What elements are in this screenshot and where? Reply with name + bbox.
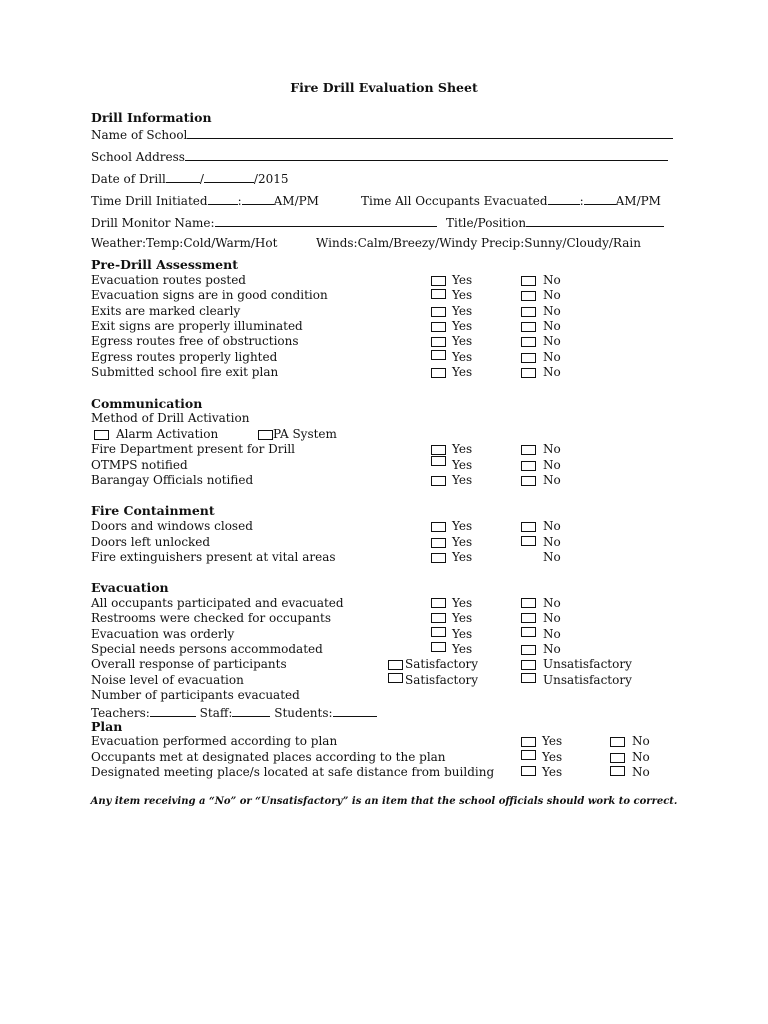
date-day-field[interactable] bbox=[204, 170, 254, 183]
no-checkbox[interactable] bbox=[521, 307, 536, 317]
yes-label: Yes bbox=[452, 334, 473, 348]
yes-checkbox[interactable] bbox=[521, 766, 536, 776]
staff-field[interactable] bbox=[232, 704, 270, 717]
satisfactory-label: Satisfactory bbox=[405, 657, 479, 671]
school-address-row bbox=[91, 148, 668, 165]
noise-level-label: Noise level of evacuation bbox=[91, 673, 244, 687]
section-heading-evacuation: Evacuation bbox=[91, 580, 169, 595]
time-initiated-label: Time Drill Initiated bbox=[91, 194, 208, 208]
no-checkbox[interactable] bbox=[521, 645, 536, 655]
participants-count-row bbox=[91, 704, 377, 721]
drill-monitor-row bbox=[91, 214, 437, 231]
yes-label: Yes bbox=[452, 304, 473, 318]
time-evacuated-label: Time All Occupants Evacuated bbox=[361, 194, 548, 208]
title-position-field[interactable] bbox=[526, 214, 664, 227]
list-item: Exit signs are properly illuminated bbox=[91, 319, 303, 333]
no-checkbox[interactable] bbox=[610, 766, 625, 776]
yes-checkbox[interactable] bbox=[431, 613, 446, 623]
yes-checkbox[interactable] bbox=[431, 476, 446, 486]
method-of-activation-label: Method of Drill Activation bbox=[91, 411, 250, 425]
school-address-field[interactable] bbox=[185, 148, 668, 161]
yes-checkbox[interactable] bbox=[431, 289, 446, 299]
list-item: Doors and windows closed bbox=[91, 519, 253, 533]
weather-label: Weather:Temp:Cold/Warm/Hot bbox=[91, 236, 278, 250]
no-label: No bbox=[543, 519, 561, 533]
yes-checkbox[interactable] bbox=[431, 456, 446, 466]
yes-label: Yes bbox=[452, 519, 473, 533]
list-item: Egress routes properly lighted bbox=[91, 350, 278, 364]
section-heading-communication: Communication bbox=[91, 396, 203, 411]
no-label: No bbox=[543, 458, 561, 472]
yes-label: Yes bbox=[542, 750, 563, 764]
no-label: No bbox=[543, 596, 561, 610]
yes-checkbox[interactable] bbox=[521, 750, 536, 760]
list-item: Fire extinguishers present at vital areas bbox=[91, 550, 336, 564]
section-heading-drill-information: Drill Information bbox=[91, 110, 212, 125]
no-label: No bbox=[543, 365, 561, 379]
yes-checkbox[interactable] bbox=[431, 522, 446, 532]
time-initiated-row bbox=[91, 192, 319, 209]
no-checkbox[interactable] bbox=[610, 753, 625, 763]
date-month-field[interactable] bbox=[166, 170, 200, 183]
unsatisfactory-label: Unsatisfactory bbox=[543, 673, 632, 687]
yes-label: Yes bbox=[452, 319, 473, 333]
date-year: 2015 bbox=[257, 172, 289, 186]
list-item: Restrooms were checked for occupants bbox=[91, 611, 331, 625]
yes-checkbox[interactable] bbox=[431, 337, 446, 347]
teachers-field[interactable] bbox=[150, 704, 196, 717]
no-checkbox[interactable] bbox=[521, 613, 536, 623]
satisfactory-label: Satisfactory bbox=[405, 673, 479, 687]
students-field[interactable] bbox=[333, 704, 377, 717]
pa-system-checkbox[interactable] bbox=[258, 430, 273, 440]
no-checkbox[interactable] bbox=[521, 353, 536, 363]
no-checkbox[interactable] bbox=[521, 445, 536, 455]
list-item: Evacuation routes posted bbox=[91, 273, 246, 287]
winds-precip-label: Winds:Calm/Breezy/Windy Precip:Sunny/Cloudy/Rain bbox=[316, 236, 641, 250]
yes-label: Yes bbox=[452, 642, 473, 656]
no-label: No bbox=[543, 334, 561, 348]
date-of-drill-row bbox=[91, 170, 289, 187]
title-position-row bbox=[446, 214, 664, 231]
section-heading-pre-drill: Pre-Drill Assessment bbox=[91, 257, 238, 272]
no-label: No bbox=[543, 611, 561, 625]
alarm-activation-checkbox[interactable] bbox=[94, 430, 109, 440]
list-item: Exits are marked clearly bbox=[91, 304, 241, 318]
list-item: Barangay Officials notified bbox=[91, 473, 254, 487]
school-address-label: School Address bbox=[91, 150, 185, 164]
name-of-school-field[interactable] bbox=[187, 126, 673, 139]
yes-label: Yes bbox=[452, 627, 473, 641]
yes-label: Yes bbox=[452, 596, 473, 610]
no-label: No bbox=[543, 319, 561, 333]
time-initiated-minute-field[interactable] bbox=[242, 192, 274, 205]
yes-checkbox[interactable] bbox=[431, 276, 446, 286]
satisfactory-checkbox[interactable] bbox=[388, 660, 403, 670]
unsatisfactory-checkbox[interactable] bbox=[521, 673, 536, 683]
list-item: Designated meeting place/s located at safe distance from building bbox=[91, 765, 495, 779]
section-heading-fire-containment: Fire Containment bbox=[91, 503, 215, 518]
yes-label: Yes bbox=[542, 765, 563, 779]
yes-checkbox[interactable] bbox=[431, 350, 446, 360]
unsatisfactory-label: Unsatisfactory bbox=[543, 657, 632, 671]
time-colon: : bbox=[579, 194, 584, 208]
section-heading-plan: Plan bbox=[91, 719, 123, 734]
yes-label: Yes bbox=[452, 365, 473, 379]
yes-label: Yes bbox=[452, 273, 473, 287]
staff-label: Staff: bbox=[199, 706, 233, 720]
page-title: Fire Drill Evaluation Sheet bbox=[290, 80, 478, 95]
number-participants-label: Number of participants evacuated bbox=[91, 688, 300, 702]
no-label: No bbox=[543, 473, 561, 487]
list-item: Submitted school fire exit plan bbox=[91, 365, 279, 379]
no-checkbox[interactable] bbox=[521, 627, 536, 637]
no-label: No bbox=[543, 442, 561, 456]
time-initiated-ampm: AM/PM bbox=[273, 194, 319, 208]
date-separator: / bbox=[253, 172, 258, 186]
yes-checkbox[interactable] bbox=[431, 445, 446, 455]
no-checkbox[interactable] bbox=[521, 476, 536, 486]
yes-label: Yes bbox=[452, 350, 473, 364]
yes-checkbox[interactable] bbox=[431, 627, 446, 637]
no-label: No bbox=[632, 734, 650, 748]
list-item: Egress routes free of obstructions bbox=[91, 334, 299, 348]
no-label: No bbox=[543, 350, 561, 364]
list-item: Evacuation was orderly bbox=[91, 627, 235, 641]
yes-label: Yes bbox=[452, 550, 473, 564]
alarm-activation-label: Alarm Activation bbox=[116, 427, 219, 441]
no-label: No bbox=[543, 273, 561, 287]
drill-monitor-label: Drill Monitor Name: bbox=[91, 216, 215, 230]
no-checkbox[interactable] bbox=[521, 291, 536, 301]
no-checkbox[interactable] bbox=[521, 276, 536, 286]
no-label: No bbox=[632, 765, 650, 779]
no-label: No bbox=[543, 550, 561, 564]
title-position-label: Title/Position bbox=[446, 216, 527, 230]
list-item: Special needs persons accommodated bbox=[91, 642, 323, 656]
no-checkbox[interactable] bbox=[521, 368, 536, 378]
yes-checkbox[interactable] bbox=[431, 642, 446, 652]
overall-response-label: Overall response of participants bbox=[91, 657, 287, 671]
yes-label: Yes bbox=[452, 535, 473, 549]
date-of-drill-label: Date of Drill bbox=[91, 172, 166, 186]
no-checkbox[interactable] bbox=[521, 598, 536, 608]
yes-label: Yes bbox=[452, 442, 473, 456]
unsatisfactory-checkbox[interactable] bbox=[521, 660, 536, 670]
yes-label: Yes bbox=[542, 734, 563, 748]
date-separator: / bbox=[199, 172, 204, 186]
list-item: All occupants participated and evacuated bbox=[91, 596, 344, 610]
yes-checkbox[interactable] bbox=[431, 553, 446, 563]
pa-system-label: PA System bbox=[273, 427, 337, 441]
teachers-label: Teachers: bbox=[91, 706, 150, 720]
no-label: No bbox=[543, 304, 561, 318]
list-item: OTMPS notified bbox=[91, 458, 188, 472]
yes-checkbox[interactable] bbox=[431, 538, 446, 548]
yes-checkbox[interactable] bbox=[431, 598, 446, 608]
no-label: No bbox=[543, 627, 561, 641]
no-checkbox[interactable] bbox=[521, 337, 536, 347]
yes-checkbox[interactable] bbox=[521, 737, 536, 747]
footer-note: Any item receiving a “No” or “Unsatisfactory” is an item that the school officials should work to correct. bbox=[90, 796, 678, 807]
yes-checkbox[interactable] bbox=[431, 322, 446, 332]
satisfactory-checkbox[interactable] bbox=[388, 673, 403, 683]
no-label: No bbox=[543, 288, 561, 302]
no-label: No bbox=[543, 642, 561, 656]
time-colon: : bbox=[237, 194, 242, 208]
students-label: Students: bbox=[274, 706, 333, 720]
list-item: Occupants met at designated places according to the plan bbox=[91, 750, 446, 764]
yes-label: Yes bbox=[452, 473, 473, 487]
yes-checkbox[interactable] bbox=[431, 307, 446, 317]
yes-label: Yes bbox=[452, 288, 473, 302]
list-item: Evacuation performed according to plan bbox=[91, 734, 338, 748]
time-evacuated-row bbox=[361, 192, 661, 209]
yes-label: Yes bbox=[452, 458, 473, 472]
no-checkbox[interactable] bbox=[521, 536, 536, 546]
no-checkbox[interactable] bbox=[521, 522, 536, 532]
no-label: No bbox=[632, 750, 650, 764]
drill-monitor-field[interactable] bbox=[215, 214, 437, 227]
yes-checkbox[interactable] bbox=[431, 368, 446, 378]
list-item: Doors left unlocked bbox=[91, 535, 211, 549]
name-of-school-label: Name of School bbox=[91, 128, 188, 142]
name-of-school-row bbox=[91, 126, 673, 143]
no-checkbox[interactable] bbox=[521, 322, 536, 332]
list-item: Evacuation signs are in good condition bbox=[91, 288, 328, 302]
yes-label: Yes bbox=[452, 611, 473, 625]
no-checkbox[interactable] bbox=[610, 737, 625, 747]
time-initiated-hour-field[interactable] bbox=[208, 192, 238, 205]
time-evacuated-ampm: AM/PM bbox=[615, 194, 661, 208]
time-evacuated-minute-field[interactable] bbox=[584, 192, 616, 205]
no-checkbox[interactable] bbox=[521, 461, 536, 471]
time-evacuated-hour-field[interactable] bbox=[548, 192, 580, 205]
list-item: Fire Department present for Drill bbox=[91, 442, 296, 456]
no-label: No bbox=[543, 535, 561, 549]
